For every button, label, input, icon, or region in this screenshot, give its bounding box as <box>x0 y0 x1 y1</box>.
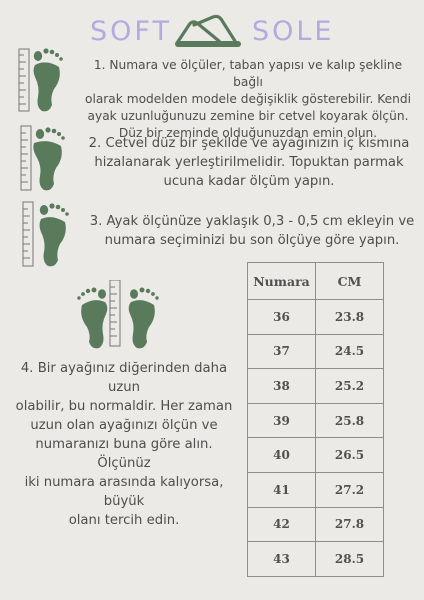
cm-cell: 25.8 <box>316 403 384 438</box>
size-cell: 37 <box>248 334 316 369</box>
foot-ruler-icon <box>20 200 76 268</box>
size-cell: 43 <box>248 542 316 577</box>
step-4-line: olabilir, bu normaldir. Her zaman <box>15 399 233 414</box>
step-2-text <box>80 134 418 191</box>
table-row <box>248 403 384 438</box>
step-2-line: hizalanarak yerleştirilmelidir. Topuktan parmak <box>94 155 404 170</box>
size-cell: 41 <box>248 472 316 507</box>
step-1-line: olarak modelden modele değişiklik gösterebilir. Kendi <box>84 92 411 106</box>
step-4-line: olanı tercih edin. <box>68 513 180 528</box>
brand-word-soft: SOFT <box>90 16 172 47</box>
foot-ruler-side-icon <box>18 124 74 192</box>
step-3-line: 3. Ayak ölçünüze yaklaşık 0,3 - 0,5 cm ekleyin ve <box>89 214 415 229</box>
size-table <box>247 262 384 577</box>
step-2-line: 2. Cetvel düz bir şekilde ve ayağınızın iç kısmına <box>88 136 410 151</box>
step-4-line: numaranızı buna göre alın. Ölçünüz <box>35 437 213 471</box>
table-row <box>248 334 384 369</box>
two-feet-ruler-icon <box>74 280 164 350</box>
step-4-line: iki numara arasında kalıyorsa, büyük <box>24 475 224 509</box>
column-header-cm: CM <box>316 263 384 300</box>
table-row <box>248 472 384 507</box>
cm-cell: 23.8 <box>316 300 384 335</box>
cm-cell: 26.5 <box>316 438 384 473</box>
step-1-text <box>78 57 418 142</box>
step-1-line: Düz bir zeminde olduğunuzdan emin olun. <box>118 126 378 140</box>
cm-cell: 27.8 <box>316 507 384 542</box>
table-header-row <box>248 263 384 300</box>
brand-logo <box>0 10 424 50</box>
step-3-line: numara seçiminizi bu son ölçüye göre yapın. <box>104 233 400 248</box>
step-4-line: 4. Bir ayağınız diğerinden daha uzun <box>20 361 228 395</box>
table-row <box>248 438 384 473</box>
table-row <box>248 300 384 335</box>
step-2-line: ucuna kadar ölçüm yapın. <box>163 174 335 189</box>
step-3-text <box>86 212 418 250</box>
cm-cell: 28.5 <box>316 542 384 577</box>
table-row <box>248 542 384 577</box>
brand-word-sole: SOLE <box>252 16 335 47</box>
foot-ruler-icon <box>16 45 72 113</box>
table-row <box>248 507 384 542</box>
size-cell: 39 <box>248 403 316 438</box>
size-cell: 40 <box>248 438 316 473</box>
size-cell: 42 <box>248 507 316 542</box>
step-4-line: uzun olan ayağınızı ölçün ve <box>30 418 218 433</box>
size-cell: 36 <box>248 300 316 335</box>
size-cell: 38 <box>248 369 316 404</box>
step-1-line: 1. Numara ve ölçüler, taban yapısı ve kalıp şekline bağlı <box>93 58 403 89</box>
sandal-icon <box>173 11 245 51</box>
step-1-line: ayak uzunluğunuzu zemine bir cetvel koyarak ölçün. <box>87 109 409 123</box>
table-row <box>248 369 384 404</box>
cm-cell: 25.2 <box>316 369 384 404</box>
column-header-numara: Numara <box>248 263 316 300</box>
step-4-text <box>8 359 240 530</box>
cm-cell: 27.2 <box>316 472 384 507</box>
cm-cell: 24.5 <box>316 334 384 369</box>
